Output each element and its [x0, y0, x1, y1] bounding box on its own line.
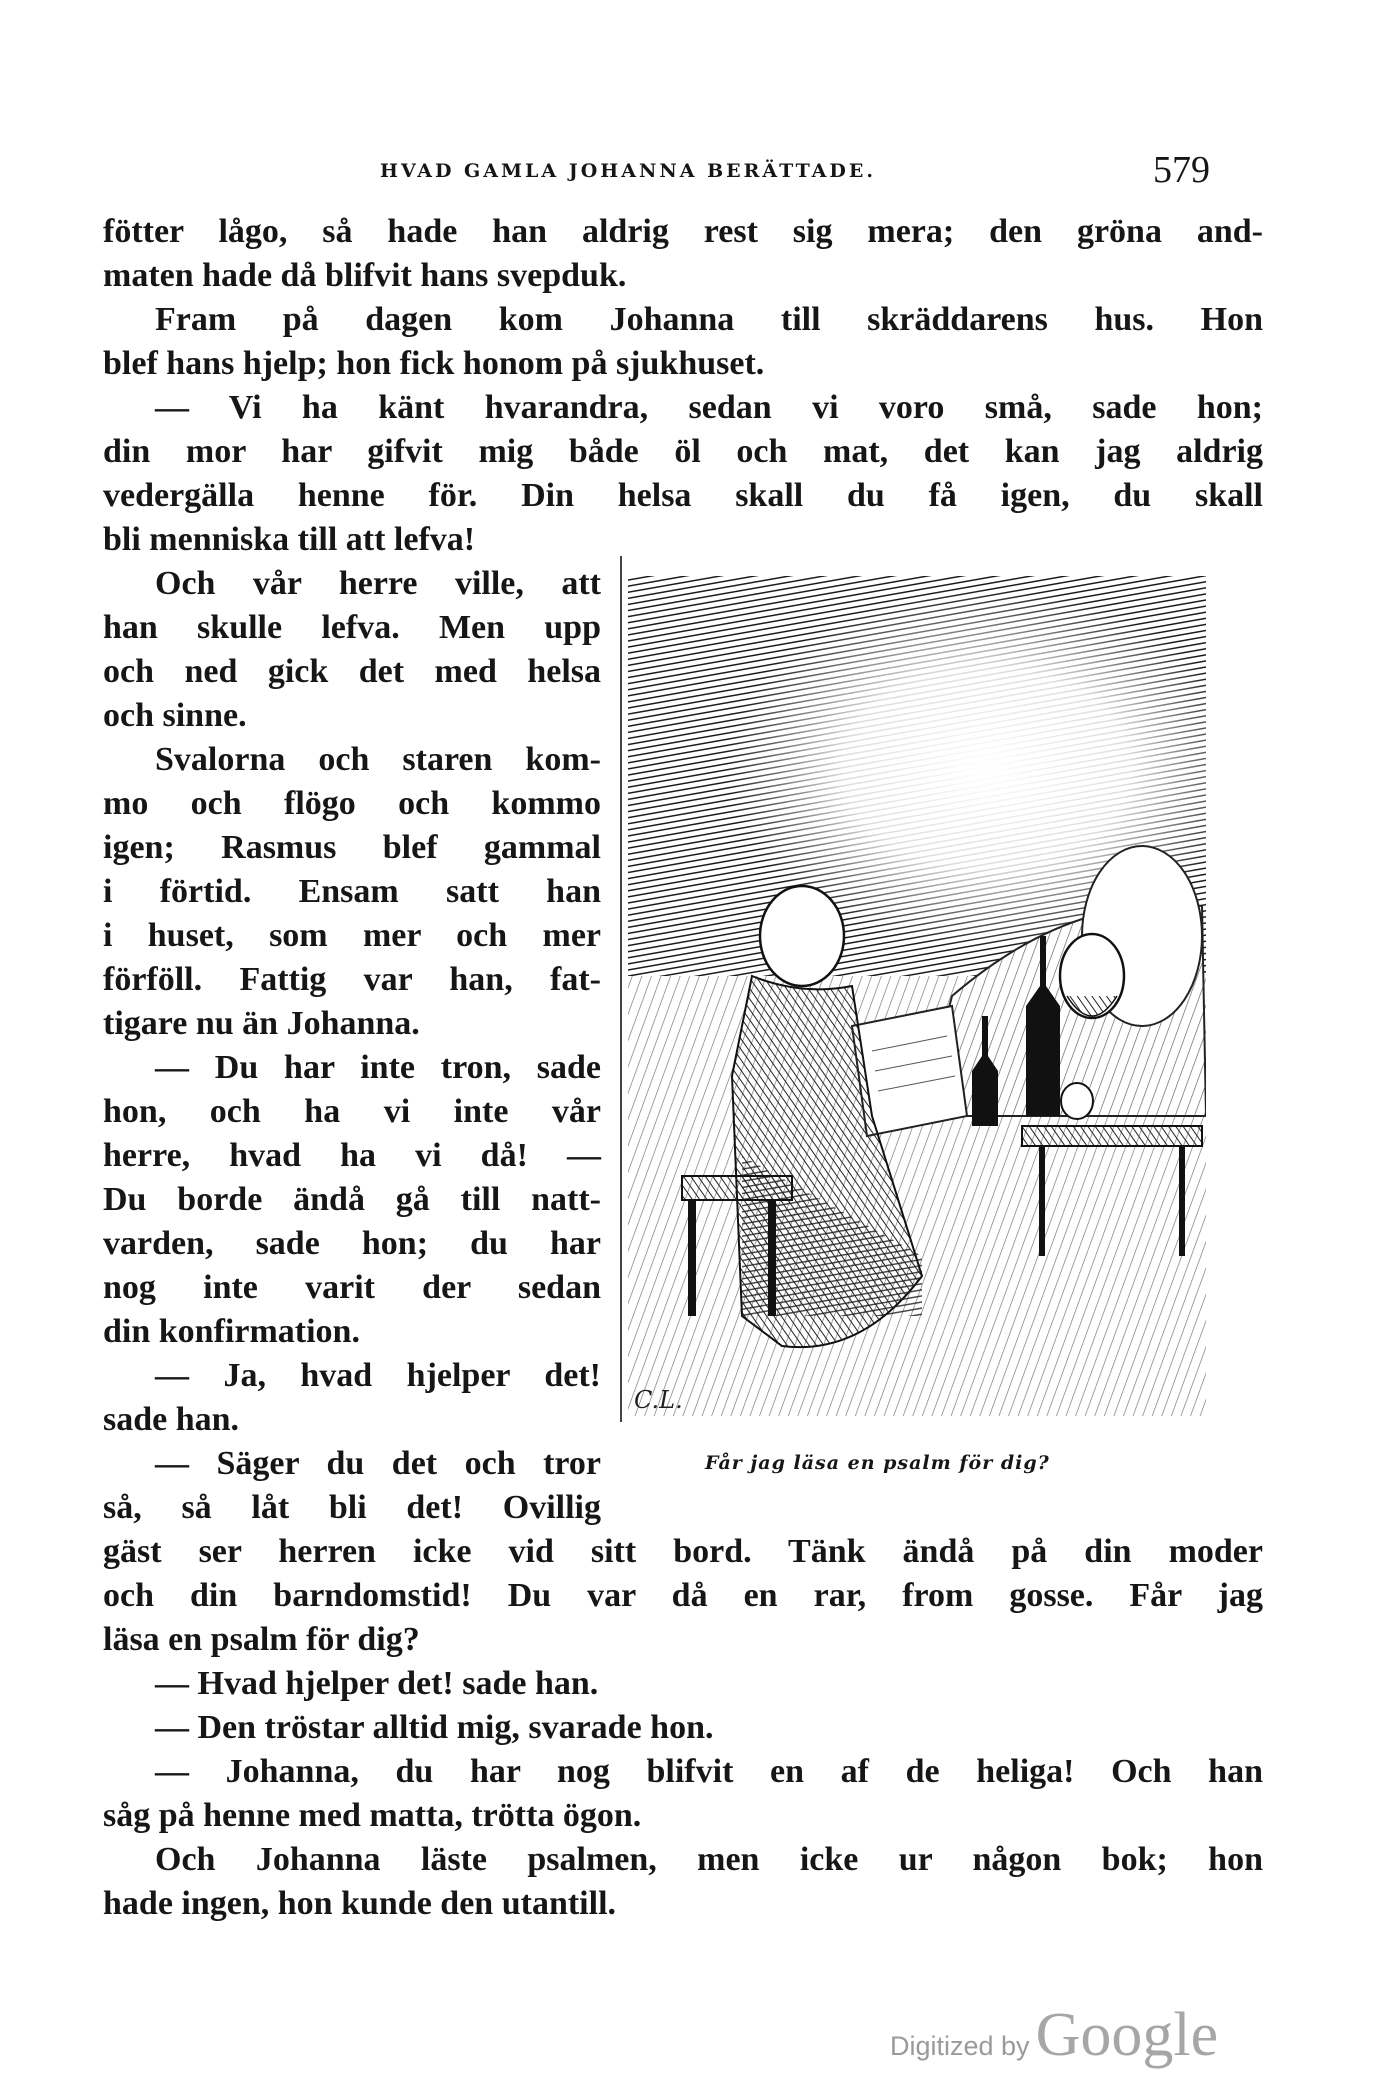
text-line: din mor har gifvit mig både öl och mat, det kan jag aldrig: [103, 433, 1263, 470]
text-line: och din barndomstid! Du var då en rar, from gosse. Får jag: [103, 1577, 1263, 1614]
text-line: Fram på dagen kom Johanna till skräddarens hus. Hon: [155, 301, 1263, 338]
text-line: såg på henne med matta, trötta ögon.: [103, 1797, 642, 1834]
text-line: varden, sade hon; du har: [103, 1225, 601, 1262]
text-line: — Hvad hjelper det! sade han.: [155, 1665, 599, 1702]
text-line: och ned gick det med helsa: [103, 653, 601, 690]
digitized-by-google-watermark: [890, 2000, 1218, 2070]
text-line: nog inte varit der sedan: [103, 1269, 601, 1306]
running-head: HVAD GAMLA JOHANNA BERÄTTADE.: [380, 160, 877, 182]
text-line: förföll. Fattig var han, fat-: [103, 961, 601, 998]
text-line: Du borde ändå gå till natt-: [103, 1181, 601, 1218]
engraving-drawing: [622, 556, 1206, 1422]
text-line: bli menniska till att lefva!: [103, 521, 476, 558]
text-line: hade ingen, hon kunde den utantill.: [103, 1885, 617, 1922]
text-line: Svalorna och staren kom-: [155, 741, 601, 778]
text-line: i huset, som mer och mer: [103, 917, 601, 954]
text-line: vedergälla henne för. Din helsa skall du få igen, du skall: [103, 477, 1263, 514]
text-line: han skulle lefva. Men upp: [103, 609, 601, 646]
text-line: — Ja, hvad hjelper det!: [155, 1357, 601, 1394]
text-line: igen; Rasmus blef gammal: [103, 829, 601, 866]
text-line: mo och flögo och kommo: [103, 785, 601, 822]
text-line: och sinne.: [103, 697, 247, 734]
text-line: — Du har inte tron, sade: [155, 1049, 601, 1086]
text-line: — Vi ha känt hvarandra, sedan vi voro små, sade hon;: [155, 389, 1263, 426]
artist-signature: C.L.: [634, 1386, 683, 1414]
page-number: 579: [1153, 149, 1210, 191]
text-line: läsa en psalm för dig?: [103, 1621, 420, 1658]
illustration-caption: Får jag läsa en psalm för dig?: [705, 1452, 1050, 1474]
digitized-by-text: Digitized by: [890, 2031, 1030, 2061]
text-line: fötter lågo, så hade han aldrig rest sig mera; den gröna and-: [103, 213, 1263, 250]
text-line: sade han.: [103, 1401, 240, 1438]
engraving-illustration: [620, 556, 1206, 1422]
text-line: maten hade då blifvit hans svepduk.: [103, 257, 627, 294]
text-line: din konfirmation.: [103, 1313, 360, 1350]
text-line: hon, och ha vi inte vår: [103, 1093, 601, 1130]
text-line: blef hans hjelp; hon fick honom på sjukhuset.: [103, 345, 765, 382]
text-line: Och vår herre ville, att: [155, 565, 601, 602]
text-line: — Den tröstar alltid mig, svarade hon.: [155, 1709, 714, 1746]
text-line: gäst ser herren icke vid sitt bord. Tänk ändå på din moder: [103, 1533, 1263, 1570]
page-header: [100, 149, 1260, 196]
text-line: herre, hvad ha vi då! —: [103, 1137, 601, 1174]
text-line: — Säger du det och tror: [155, 1445, 601, 1482]
text-line: Och Johanna läste psalmen, men icke ur någon bok; hon: [155, 1841, 1263, 1878]
text-line: i förtid. Ensam satt han: [103, 873, 601, 910]
text-line: — Johanna, du har nog blifvit en af de heliga! Och han: [155, 1753, 1263, 1790]
text-line: så, så låt bli det! Ovillig: [103, 1489, 601, 1526]
text-line: tigare nu än Johanna.: [103, 1005, 420, 1042]
google-logo: Google: [1035, 2001, 1219, 2069]
